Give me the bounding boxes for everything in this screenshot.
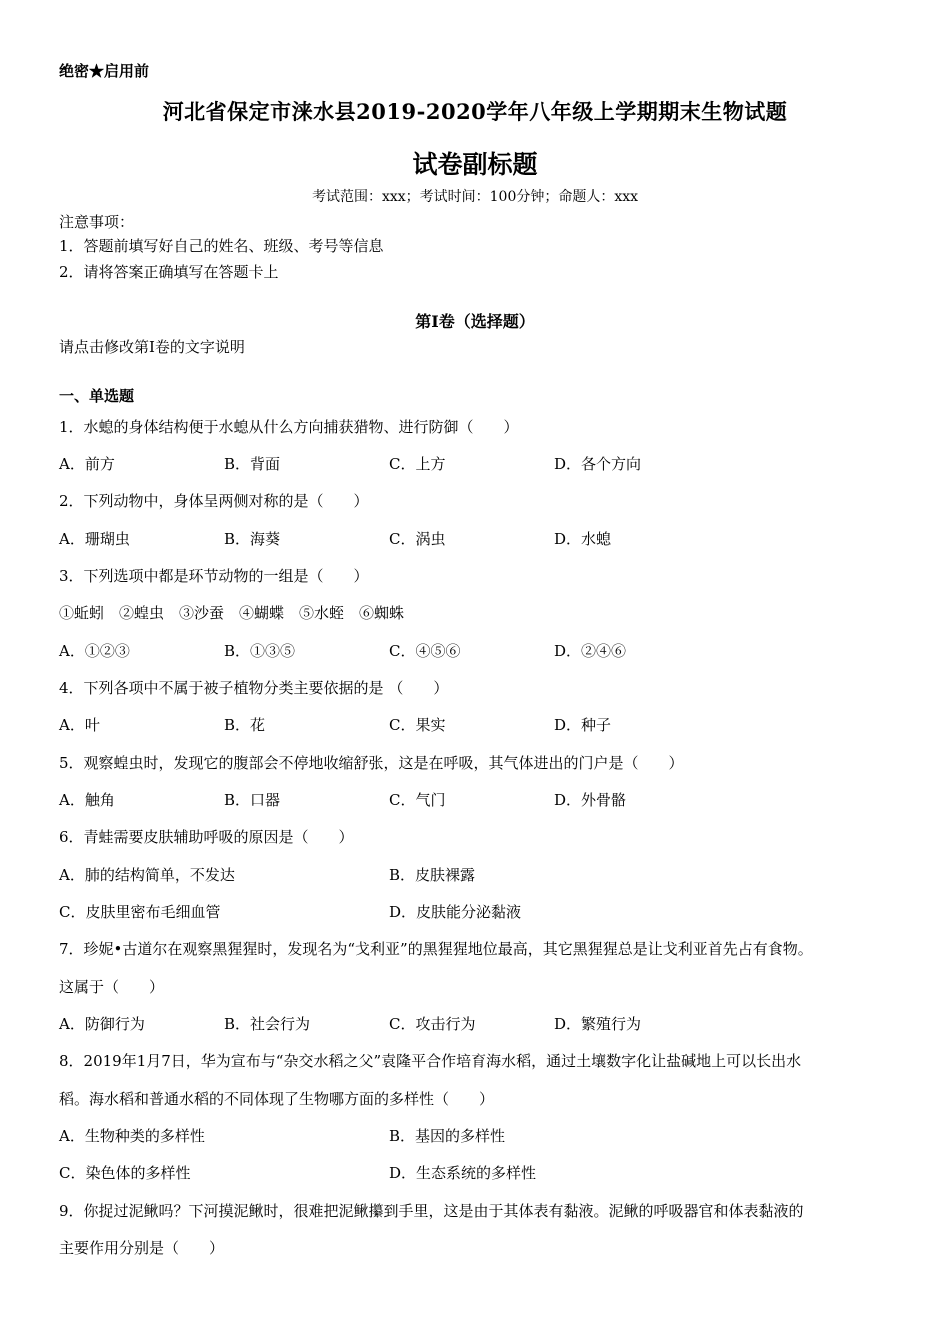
option-b: B．①③⑤: [224, 642, 296, 660]
option-b: B．口器: [224, 791, 281, 809]
option-d: D．繁殖行为: [554, 1015, 642, 1033]
option-b: B．背面: [224, 455, 281, 473]
question-stem: 9．你捉过泥鳅吗？下河摸泥鳅时，很难把泥鳅攥到手里，这是由于其体表有黏液。泥鳅的呼吸器官和体表黏液的: [59, 1202, 804, 1220]
option-c: C．皮肤里密布毛细血管: [59, 903, 221, 921]
option-a: A．①②③: [59, 642, 130, 660]
option-d: D．外骨骼: [554, 791, 627, 809]
question-extra: ①蚯蚓 ②蝗虫 ③沙蚕 ④蝴蝶 ⑤水蛭 ⑥蜘蛛: [59, 604, 405, 622]
option-c: C．气门: [389, 791, 446, 809]
question-stem-cont: 这属于（ ）: [59, 978, 165, 996]
option-a: A．叶: [59, 716, 100, 734]
option-c: C．攻击行为: [389, 1015, 476, 1033]
question-stem: 8．2019年1月7日，华为宣布与“杂交水稻之父”袁隆平合作培育海水稻，通过土壤数字化让盐碱地上可以长出水: [59, 1052, 802, 1070]
note-item: 1．答题前填写好自己的姓名、班级、考号等信息: [59, 237, 384, 255]
option-b: B．海葵: [224, 530, 281, 548]
question-stem: 6．青蛙需要皮肤辅助呼吸的原因是（ ）: [59, 828, 354, 846]
exam-info: 考试范围：xxx；考试时间：100分钟；命题人：xxx: [311, 189, 639, 205]
question-stem-cont: 主要作用分别是（ ）: [59, 1239, 225, 1257]
question-stem: 5．观察蝗虫时，发现它的腹部会不停地收缩舒张，这是在呼吸，其气体进出的门户是（ ）: [59, 754, 684, 772]
exam-subtitle: 试卷副标题: [412, 150, 538, 179]
option-c: C．染色体的多样性: [59, 1164, 191, 1182]
option-a: A．前方: [59, 455, 115, 473]
exam-title: 河北省保定市涞水县2019-2020学年八年级上学期期末生物试题: [162, 99, 788, 124]
notes-heading: 注意事项：: [59, 213, 135, 231]
question-stem: 4．下列各项中不属于被子植物分类主要依据的是 （ ）: [59, 679, 449, 697]
option-a: A．防御行为: [59, 1015, 145, 1033]
option-b: B．皮肤裸露: [389, 866, 476, 884]
question-stem: 3．下列选项中都是环节动物的一组是（ ）: [59, 567, 369, 585]
option-a: A．触角: [59, 791, 115, 809]
option-d: D．生态系统的多样性: [389, 1164, 537, 1182]
option-d: D．水螅: [554, 530, 612, 548]
option-a: A．生物种类的多样性: [59, 1127, 205, 1145]
option-b: B．花: [224, 716, 266, 734]
question-stem: 2．下列动物中，身体呈两侧对称的是（ ）: [59, 492, 369, 510]
option-d: D．②④⑥: [554, 642, 627, 660]
option-a: A．肺的结构简单，不发达: [59, 866, 235, 884]
option-b: B．基因的多样性: [389, 1127, 506, 1145]
section-instruction: 请点击修改第I卷的文字说明: [59, 338, 245, 356]
option-a: A．珊瑚虫: [59, 530, 130, 548]
option-c: C．④⑤⑥: [389, 642, 461, 660]
option-c: C．涡虫: [389, 530, 446, 548]
section-title: 第I卷（选择题）: [415, 312, 535, 331]
option-c: C．上方: [389, 455, 446, 473]
option-d: D．皮肤能分泌黏液: [389, 903, 522, 921]
secret-label: 绝密★启用前: [59, 62, 150, 80]
note-item: 2．请将答案正确填写在答题卡上: [59, 263, 279, 281]
option-d: D．各个方向: [554, 455, 642, 473]
question-stem: 1．水螅的身体结构便于水螅从什么方向捕获猎物、进行防御（ ）: [59, 418, 519, 436]
question-stem-cont: 稻。海水稻和普通水稻的不同体现了生物哪方面的多样性（ ）: [59, 1090, 495, 1108]
option-d: D．种子: [554, 716, 612, 734]
option-b: B．社会行为: [224, 1015, 311, 1033]
option-c: C．果实: [389, 716, 446, 734]
question-stem: 7．珍妮•古道尔在观察黑猩猩时，发现名为“戈利亚”的黑猩猩地位最高，其它黑猩猩总是让戈利亚首先占有食物。: [59, 940, 813, 958]
part-heading: 一、单选题: [59, 387, 135, 405]
